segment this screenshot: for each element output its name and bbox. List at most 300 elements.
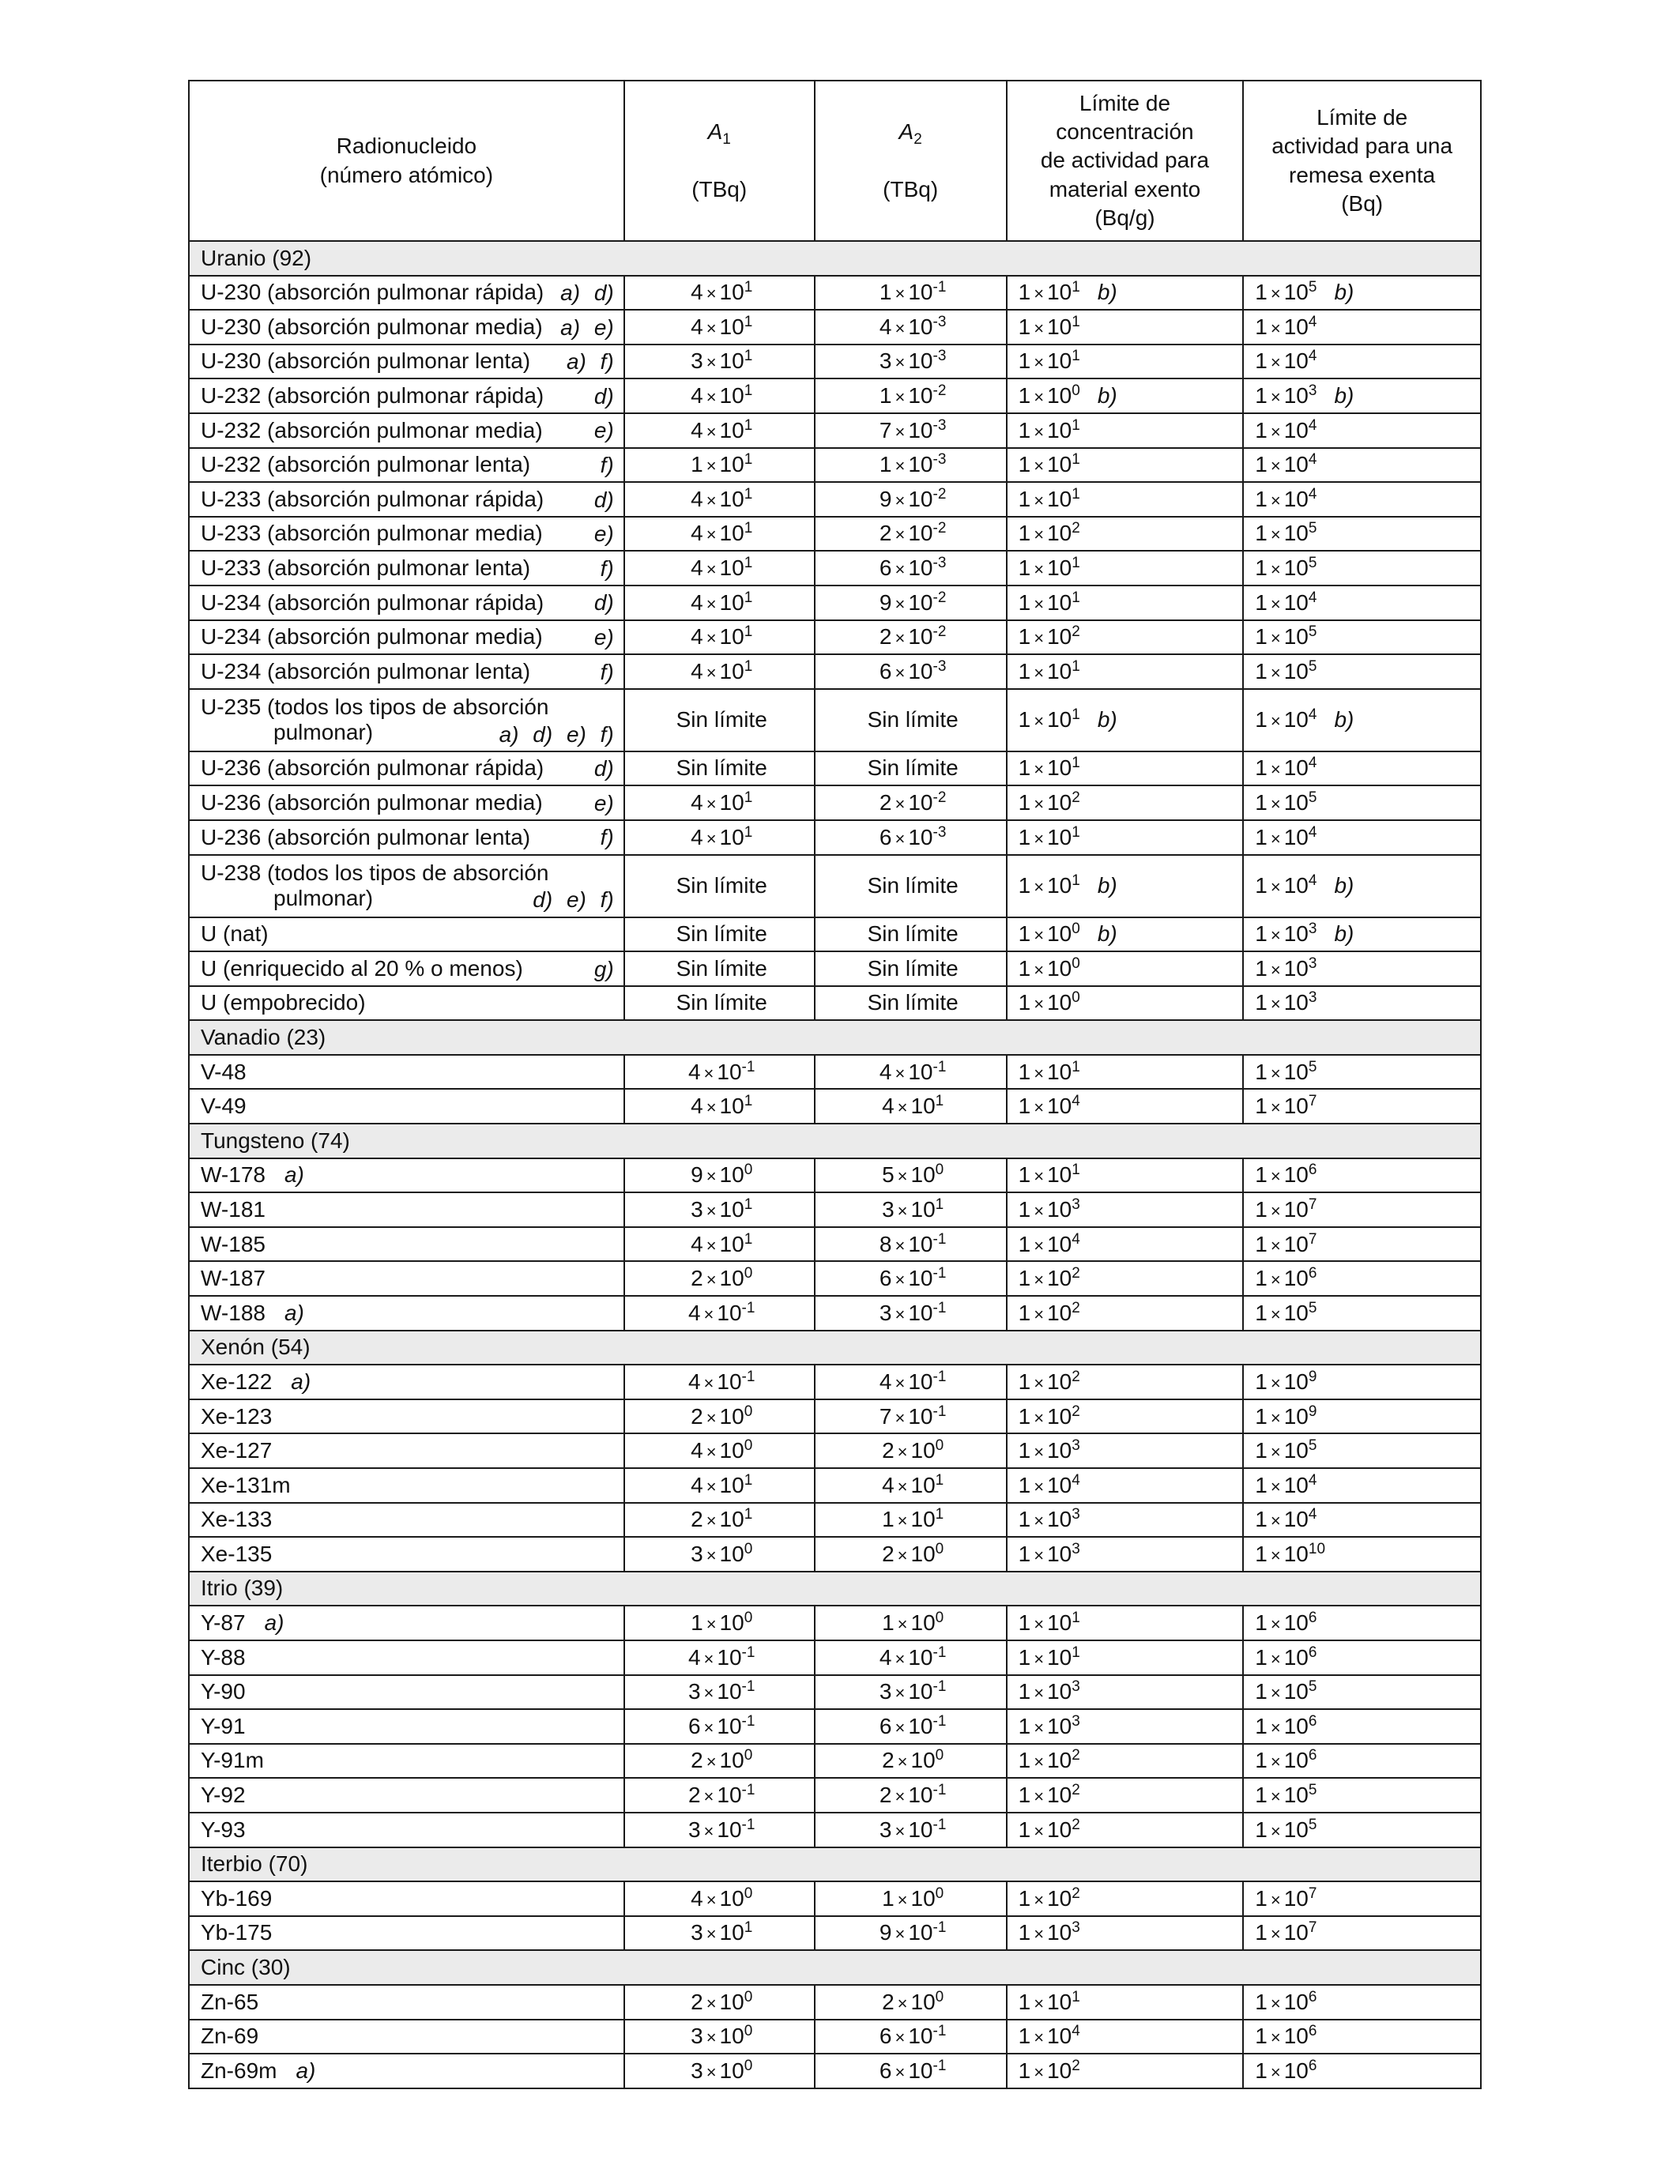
times-sign: × — [1034, 1304, 1045, 1324]
nuclide-name: Y-88 — [201, 1644, 246, 1670]
mantissa: 2 — [691, 1989, 703, 2014]
base-ten: 10 — [1047, 1472, 1072, 1497]
base-ten: 10 — [1283, 872, 1309, 898]
mantissa: 1 — [1018, 417, 1031, 442]
concentration-limit — [1007, 448, 1244, 483]
times-sign: × — [1034, 759, 1045, 780]
base-ten: 10 — [1283, 452, 1309, 477]
nuclide-name: U-234 (absorción pulmonar media) — [201, 624, 543, 650]
times-sign: × — [1034, 1993, 1045, 2013]
mantissa: 2 — [882, 1748, 895, 1773]
exponent: 0 — [935, 1885, 944, 1902]
base-ten: 10 — [1283, 1644, 1309, 1670]
nuclide-name: U-234 (absorción pulmonar rápida) — [201, 589, 544, 615]
element-group-row — [189, 241, 1481, 276]
nuclide-name: U-236 (absorción pulmonar media) — [201, 790, 543, 815]
base-ten: 10 — [719, 1438, 744, 1463]
times-sign: × — [1270, 1924, 1281, 1945]
exponent: 0 — [744, 1988, 753, 2005]
exponent: -1 — [932, 1368, 947, 1385]
exponent: 1 — [744, 313, 753, 330]
base-ten: 10 — [908, 589, 933, 615]
element-group-row — [189, 1950, 1481, 1985]
base-ten: 10 — [908, 1679, 933, 1704]
consignment-limit — [1243, 855, 1481, 917]
nuclide-name: U-232 (absorción pulmonar rápida) — [201, 383, 544, 409]
consignment-limit — [1243, 2054, 1481, 2088]
mantissa: 1 — [1255, 1644, 1268, 1670]
a2-value — [815, 2054, 1007, 2088]
base-ten: 10 — [910, 1541, 936, 1566]
exponent: 1 — [1072, 1610, 1080, 1627]
mantissa: 1 — [1255, 955, 1268, 981]
times-sign: × — [706, 1889, 717, 1910]
times-sign: × — [1270, 1545, 1281, 1565]
exponent: 2 — [1072, 1885, 1080, 1902]
header-a1-subscript: 1 — [722, 130, 731, 148]
nuclide-name: Xe-122 — [201, 1369, 273, 1394]
base-ten: 10 — [910, 1610, 936, 1636]
base-ten: 10 — [910, 1748, 936, 1773]
times-sign: × — [895, 628, 906, 649]
times-sign: × — [897, 1993, 908, 2013]
base-ten: 10 — [1047, 1438, 1072, 1463]
table-row — [189, 689, 1481, 751]
base-ten: 10 — [719, 521, 744, 546]
mantissa: 1 — [1255, 314, 1268, 339]
base-ten: 10 — [719, 1472, 744, 1497]
concentration-limit — [1007, 689, 1244, 751]
concentration-limit — [1007, 310, 1244, 345]
base-ten: 10 — [1047, 1610, 1072, 1636]
mantissa: 2 — [691, 1748, 703, 1773]
base-ten: 10 — [1283, 1196, 1309, 1222]
nuclide-cell — [189, 1813, 624, 1847]
table-row — [189, 1296, 1481, 1331]
base-ten: 10 — [717, 1059, 742, 1084]
table-row — [189, 2054, 1481, 2088]
base-ten: 10 — [908, 280, 933, 305]
base-ten: 10 — [1047, 1817, 1072, 1842]
exponent: 6 — [1308, 1162, 1317, 1179]
exponent: 1 — [1072, 1644, 1080, 1661]
exponent: 0 — [744, 2057, 753, 2074]
base-ten: 10 — [1283, 1679, 1309, 1704]
mantissa: 2 — [882, 1989, 895, 2014]
mantissa: 1 — [1255, 348, 1268, 374]
a2-value-text: Sin límite — [867, 955, 959, 981]
a2-value — [815, 1089, 1007, 1124]
mantissa: 1 — [1018, 1885, 1031, 1911]
consignment-limit — [1243, 1089, 1481, 1124]
exponent: 4 — [1308, 416, 1317, 434]
base-ten: 10 — [1283, 1300, 1309, 1325]
footnote-ref: b) — [1334, 707, 1354, 732]
base-ten: 10 — [1283, 589, 1309, 615]
mantissa: 1 — [1255, 1507, 1268, 1532]
a1-value — [624, 785, 815, 820]
nuclide-name: U-232 (absorción pulmonar lenta) — [201, 452, 531, 477]
element-group-row — [189, 1331, 1481, 1365]
mantissa: 1 — [1255, 1920, 1268, 1945]
concentration-limit — [1007, 276, 1244, 311]
mantissa: 3 — [879, 348, 892, 374]
mantissa: 1 — [1255, 1438, 1268, 1463]
mantissa: 1 — [1255, 1989, 1268, 2014]
table-row — [189, 1537, 1481, 1572]
times-sign: × — [1270, 1717, 1281, 1738]
base-ten: 10 — [1283, 2024, 1309, 2049]
exponent: -1 — [932, 1299, 947, 1316]
table-row — [189, 1640, 1481, 1675]
exponent: 0 — [744, 1162, 753, 1179]
exponent: 1 — [744, 589, 753, 606]
times-sign: × — [1270, 959, 1281, 980]
exponent: 1 — [744, 1471, 753, 1489]
base-ten: 10 — [1283, 1713, 1309, 1738]
table-row — [189, 1399, 1481, 1434]
exponent: 1 — [744, 416, 753, 434]
mantissa: 3 — [691, 1920, 703, 1945]
mantissa: 3 — [691, 2024, 703, 2049]
times-sign: × — [1270, 1407, 1281, 1428]
times-sign: × — [895, 1787, 906, 1807]
nuclide-name: Y-87 — [201, 1610, 246, 1636]
exponent: 4 — [1308, 451, 1317, 469]
mantissa: 1 — [1018, 1472, 1031, 1497]
base-ten: 10 — [719, 1541, 744, 1566]
nuclide-cell — [189, 2054, 624, 2088]
nuclide-name: W-188 — [201, 1300, 266, 1325]
a1-value — [624, 689, 815, 751]
a2-value — [815, 482, 1007, 517]
times-sign: × — [1034, 1614, 1045, 1635]
footnote-ref: b) — [1097, 280, 1117, 305]
a1-value — [624, 345, 815, 379]
times-sign: × — [895, 1683, 906, 1704]
a2-value — [815, 1744, 1007, 1779]
times-sign: × — [703, 1787, 714, 1807]
times-sign: × — [1034, 628, 1045, 649]
concentration-limit — [1007, 482, 1244, 517]
exponent: -3 — [932, 416, 947, 434]
nuclide-name: U (nat) — [201, 921, 269, 947]
exponent: 4 — [1072, 1230, 1080, 1248]
mantissa: 1 — [1018, 658, 1031, 683]
times-sign: × — [897, 1098, 908, 1118]
base-ten: 10 — [1283, 1369, 1309, 1394]
times-sign: × — [1034, 1545, 1045, 1565]
base-ten: 10 — [717, 1713, 742, 1738]
times-sign: × — [1034, 1924, 1045, 1945]
a2-value — [815, 1916, 1007, 1951]
mantissa: 1 — [1255, 1094, 1268, 1119]
element-group-title: Vanadio (23) — [189, 1020, 1481, 1055]
nuclide-name: U-230 (absorción pulmonar lenta) — [201, 348, 531, 374]
nuclide-cell — [189, 1433, 624, 1468]
concentration-limit — [1007, 345, 1244, 379]
nuclide-name: Y-91m — [201, 1748, 264, 1773]
nuclide-cell — [189, 1916, 624, 1951]
exponent: 5 — [1308, 789, 1317, 807]
a2-value — [815, 1606, 1007, 1640]
mantissa: 1 — [1255, 755, 1268, 781]
a1-value — [624, 310, 815, 345]
mantissa: 1 — [1018, 1679, 1031, 1704]
base-ten: 10 — [1283, 348, 1309, 374]
nuclide-cell — [189, 785, 624, 820]
times-sign: × — [1270, 1889, 1281, 1910]
mantissa: 3 — [691, 1541, 703, 1566]
times-sign: × — [895, 1373, 906, 1393]
times-sign: × — [706, 421, 717, 442]
exponent: 3 — [1072, 1540, 1080, 1557]
consignment-limit — [1243, 378, 1481, 413]
element-group-row — [189, 1572, 1481, 1606]
nuclide-cell — [189, 1675, 624, 1710]
exponent: -1 — [741, 1712, 755, 1730]
mantissa: 2 — [691, 1507, 703, 1532]
exponent: 3 — [1308, 382, 1317, 400]
mantissa: 4 — [691, 314, 703, 339]
nuclide-name: Yb-175 — [201, 1920, 273, 1945]
element-group-row — [189, 1020, 1481, 1055]
mantissa: 1 — [1018, 1438, 1031, 1463]
exponent: 1 — [935, 1506, 944, 1523]
a2-value — [815, 1055, 1007, 1090]
times-sign: × — [1034, 1407, 1045, 1428]
times-sign: × — [1270, 711, 1281, 732]
nuclide-name: W-181 — [201, 1196, 266, 1222]
header-a2-symbol: A — [898, 119, 914, 144]
header-a2-subscript: 2 — [913, 130, 922, 148]
nuclide-name: Y-90 — [201, 1679, 246, 1704]
exponent: 4 — [1308, 1471, 1317, 1489]
exponent: 5 — [1308, 520, 1317, 537]
mantissa: 1 — [1018, 1266, 1031, 1291]
exponent: 1 — [1072, 555, 1080, 572]
consignment-limit — [1243, 310, 1481, 345]
a1-value — [624, 1433, 815, 1468]
mantissa: 4 — [687, 1059, 701, 1084]
exponent: 6 — [1308, 1988, 1317, 2005]
base-ten: 10 — [910, 1162, 936, 1188]
mantissa: 1 — [691, 1610, 703, 1636]
nuclide-name: V-49 — [201, 1094, 247, 1119]
concentration-limit — [1007, 1675, 1244, 1710]
concentration-limit — [1007, 785, 1244, 820]
exponent: 0 — [744, 1747, 753, 1764]
a2-value — [815, 1881, 1007, 1916]
exponent: 2 — [1072, 520, 1080, 537]
base-ten: 10 — [1047, 921, 1072, 947]
a1-value — [624, 448, 815, 483]
exponent: 4 — [1308, 589, 1317, 606]
concentration-limit — [1007, 1296, 1244, 1331]
exponent: 3 — [1308, 955, 1317, 972]
times-sign: × — [706, 662, 717, 683]
base-ten: 10 — [1047, 707, 1072, 732]
exponent: 0 — [935, 1540, 944, 1557]
footnote-refs: a) f) — [566, 349, 614, 375]
exponent: 1 — [744, 485, 753, 503]
consignment-limit — [1243, 2020, 1481, 2054]
exponent: 7 — [1308, 1093, 1317, 1110]
nuclide-cell — [189, 1227, 624, 1262]
a2-value — [815, 855, 1007, 917]
times-sign: × — [895, 828, 906, 849]
base-ten: 10 — [1047, 1059, 1072, 1084]
mantissa: 3 — [691, 1196, 703, 1222]
nuclide-cell — [189, 1468, 624, 1503]
base-ten: 10 — [908, 452, 933, 477]
exponent: 3 — [1072, 1437, 1080, 1455]
exponent: 1 — [1072, 348, 1080, 365]
times-sign: × — [706, 1476, 717, 1497]
times-sign: × — [895, 1821, 906, 1841]
table-row — [189, 654, 1481, 689]
nuclide-name-continued: pulmonar) — [273, 886, 374, 910]
header-a2-unit: (TBq) — [883, 176, 939, 201]
a1-value — [624, 1158, 815, 1193]
times-sign: × — [706, 828, 717, 849]
consignment-limit — [1243, 1399, 1481, 1434]
times-sign: × — [897, 1476, 908, 1497]
nuclide-cell — [189, 378, 624, 413]
exponent: 6 — [1308, 2023, 1317, 2040]
base-ten: 10 — [1047, 555, 1072, 581]
base-ten: 10 — [1047, 872, 1072, 898]
nuclide-cell — [189, 1503, 624, 1538]
base-ten: 10 — [717, 1369, 742, 1394]
times-sign: × — [1034, 1200, 1045, 1221]
table-row — [189, 1778, 1481, 1813]
concentration-limit — [1007, 1744, 1244, 1779]
a2-value — [815, 689, 1007, 751]
mantissa: 4 — [691, 589, 703, 615]
times-sign: × — [1270, 1683, 1281, 1704]
mantissa: 1 — [1018, 555, 1031, 581]
exponent: 1 — [744, 657, 753, 675]
times-sign: × — [895, 2028, 906, 2048]
concentration-limit — [1007, 1778, 1244, 1813]
consignment-limit — [1243, 1881, 1481, 1916]
mantissa: 4 — [691, 824, 703, 849]
times-sign: × — [1270, 794, 1281, 815]
times-sign: × — [706, 1098, 717, 1118]
exponent: 3 — [1072, 1506, 1080, 1523]
mantissa: 1 — [1255, 280, 1268, 305]
times-sign: × — [897, 1614, 908, 1635]
exponent: 1 — [935, 1196, 944, 1213]
mantissa: 4 — [882, 1472, 895, 1497]
exponent: -3 — [932, 348, 947, 365]
table-row — [189, 1158, 1481, 1193]
element-group-row — [189, 1847, 1481, 1882]
concentration-limit — [1007, 517, 1244, 552]
exponent: 0 — [744, 2023, 753, 2040]
table-row — [189, 855, 1481, 917]
exponent: 3 — [1072, 1196, 1080, 1213]
a1-value — [624, 1399, 815, 1434]
base-ten: 10 — [1283, 1507, 1309, 1532]
exponent: -1 — [932, 1782, 947, 1799]
base-ten: 10 — [1283, 1748, 1309, 1773]
exponent: 2 — [1072, 1747, 1080, 1764]
times-sign: × — [895, 1717, 906, 1738]
exponent: 1 — [744, 1919, 753, 1937]
a1-value — [624, 1606, 815, 1640]
a1-value — [624, 1881, 815, 1916]
consignment-limit — [1243, 1503, 1481, 1538]
concentration-limit — [1007, 1640, 1244, 1675]
mantissa: 1 — [1018, 790, 1031, 815]
exponent: 1 — [1072, 1988, 1080, 2005]
exponent: -1 — [932, 1712, 947, 1730]
mantissa: 1 — [1255, 589, 1268, 615]
consignment-limit — [1243, 517, 1481, 552]
mantissa: 6 — [879, 1713, 892, 1738]
exponent: -2 — [932, 623, 947, 641]
header-nuclide — [189, 81, 624, 241]
base-ten: 10 — [910, 1438, 936, 1463]
times-sign: × — [706, 318, 717, 338]
nuclide-cell — [189, 986, 624, 1021]
concentration-limit — [1007, 1227, 1244, 1262]
mantissa: 1 — [1018, 1713, 1031, 1738]
exponent: 2 — [1072, 1299, 1080, 1316]
times-sign: × — [1270, 559, 1281, 580]
exponent: 0 — [744, 1437, 753, 1455]
a2-value — [815, 413, 1007, 448]
times-sign: × — [703, 1648, 714, 1669]
mantissa: 2 — [882, 1438, 895, 1463]
table-row — [189, 1606, 1481, 1640]
exponent: 4 — [1308, 706, 1317, 724]
consignment-limit — [1243, 276, 1481, 311]
a1-value-text: Sin límite — [676, 707, 767, 732]
mantissa: 1 — [882, 1610, 895, 1636]
concentration-limit — [1007, 586, 1244, 620]
times-sign: × — [706, 559, 717, 580]
mantissa: 1 — [1018, 1783, 1031, 1808]
table-row — [189, 951, 1481, 986]
exponent: 0 — [935, 1988, 944, 2005]
exponent: 4 — [1308, 1506, 1317, 1523]
mantissa: 1 — [1018, 1748, 1031, 1773]
exponent: 0 — [935, 1437, 944, 1455]
mantissa: 1 — [1255, 1713, 1268, 1738]
a2-value — [815, 2020, 1007, 2054]
nuclide-name: W-178 — [201, 1162, 266, 1188]
exponent: 0 — [935, 1162, 944, 1179]
base-ten: 10 — [1047, 2058, 1072, 2083]
times-sign: × — [1270, 318, 1281, 338]
times-sign: × — [706, 525, 717, 545]
exponent: 3 — [1072, 1678, 1080, 1696]
nuclide-cell — [189, 820, 624, 855]
header-nuclide-label: Radionucleido (número atómico) — [319, 134, 494, 187]
consignment-limit — [1243, 1985, 1481, 2020]
mantissa: 1 — [1018, 1369, 1031, 1394]
nuclide-cell — [189, 482, 624, 517]
a2-value — [815, 1778, 1007, 1813]
a1-value — [624, 1296, 815, 1331]
consignment-limit — [1243, 345, 1481, 379]
exponent: -1 — [932, 1403, 947, 1420]
base-ten: 10 — [1047, 1644, 1072, 1670]
a2-value — [815, 1503, 1007, 1538]
